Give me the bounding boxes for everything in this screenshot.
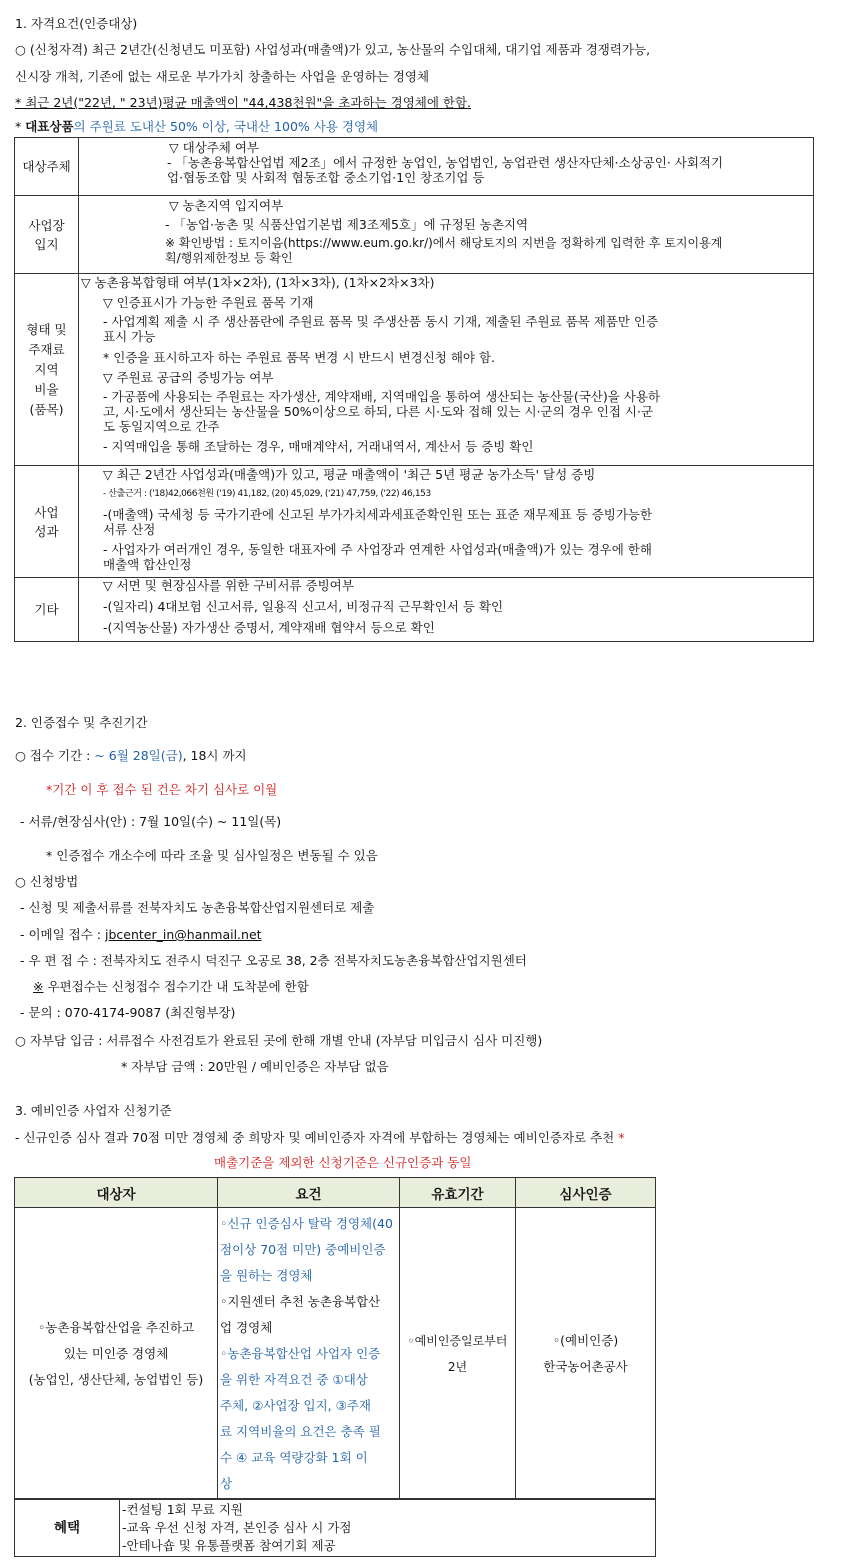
- criteria-label: 기타: [15, 578, 79, 642]
- main-product-star: *: [15, 119, 26, 134]
- mail-note: [33, 977, 309, 995]
- criteria-content: [79, 274, 814, 466]
- criteria-line: 표시 가능: [103, 329, 156, 344]
- section1-title: 1. 자격요건(인증대상): [15, 16, 138, 31]
- late-submission-note: *기간 이 후 접수 된 건은 차기 심사로 이월: [46, 782, 278, 797]
- benefit-row: [15, 1499, 656, 1557]
- preliminary-description: - 신규인증 심사 결과 70점 미만 경영체 중 희망자 및 예비인증자 자격에 부합하는 경영체는 예비인증자로 추천: [15, 1130, 615, 1145]
- certification-line: 한국농어촌공사: [543, 1358, 628, 1374]
- table-header-row: [15, 1178, 656, 1208]
- main-product-note: [15, 117, 378, 135]
- requirement-line: 상: [220, 1475, 233, 1491]
- sales-calculation-line: - 산출근거 : ('18)42,066천원 ('19) 41,182, (20) 45,029, ('21) 47,759, ('22) 46,153: [103, 489, 431, 499]
- preliminary-cert-table: [14, 1177, 656, 1500]
- section3-title: 3. 예비인증 사업자 신청기준: [15, 1103, 172, 1118]
- header-target: 대상자: [15, 1178, 218, 1208]
- inquiry-contact: - 문의 : 070-4174-9087 (최진형부장): [20, 1005, 236, 1020]
- requirement-line: ◦신규 인증심사 탈락 경영체(40: [220, 1215, 393, 1231]
- requirement-line: ◦지원센터 추천 농촌융복합산: [220, 1293, 381, 1309]
- criteria-line: - 사업계획 제출 시 주 생산품란에 주원료 품목 및 주생산품 동시 기재, 제출된 주원료 품목 제품만 인증: [103, 314, 659, 329]
- criteria-line: ※ 확인방법 : 토지이음(https://www.eum.go.kr/)에서 해당토지의 지번을 정확하게 입력한 후 토지이용계: [165, 236, 723, 250]
- benefit-line: -안테나숍 및 유통플랫폼 참여기회 제공: [122, 1537, 336, 1553]
- criteria-label: 대상주체: [15, 138, 79, 196]
- email-link[interactable]: jbcenter_in@hanmail.net: [105, 927, 262, 942]
- email-submission: [20, 925, 262, 943]
- target-cell: [15, 1208, 218, 1500]
- validity-line: 2년: [447, 1359, 468, 1374]
- review-schedule: - 서류/현장심사(안) : 7월 10일(수) ~ 11일(목): [20, 814, 282, 829]
- criteria-line: ▽ 대상주체 여부: [169, 140, 260, 155]
- criteria-line: - 「농업·농촌 및 식품산업기본법 제3조제5호」에 규정된 농촌지역: [165, 217, 529, 232]
- criteria-line: ▽ 최근 2년간 사업성과(매출액)가 있고, 평균 매출액이 '최근 5년 평균 농가소득' 달성 증빙: [103, 467, 596, 482]
- criteria-line: * 인증을 표시하고자 하는 주원료 품목 변경 시 반드시 변경신청 해야 함.: [103, 350, 496, 365]
- criteria-line: 도 동일지역으로 간주: [103, 419, 220, 434]
- benefit-table: [14, 1498, 656, 1557]
- target-line: ◦농촌융복합산업을 추진하고: [37, 1319, 195, 1335]
- target-line: 있는 미인증 경영체: [63, 1345, 169, 1361]
- table-row: [15, 1208, 656, 1500]
- section1-intro-line2: 신시장 개척, 기존에 없는 새로운 부가가치 창출하는 사업을 운영하는 경영체: [15, 69, 430, 84]
- requirement-line: 업 경영체: [220, 1319, 273, 1335]
- certification-line: ◦(예비인증): [552, 1332, 619, 1348]
- criteria-table: [14, 137, 814, 642]
- benefit-line: -교육 우선 신청 자격, 본인증 심사 시 가점: [122, 1519, 352, 1535]
- criteria-line: 고, 시·도에서 생산되는 농산물을 50%이상으로 하되, 다른 시·도와 접해 있는 시·군의 경우 인접 시·군: [103, 404, 654, 419]
- mail-note-text: 우편접수는 신청접수 접수기간 내 도착분에 한함: [43, 979, 309, 994]
- criteria-line: 서류 산정: [103, 522, 156, 537]
- criteria-content: [79, 466, 814, 578]
- period-label: ○ 접수 기간 :: [15, 748, 95, 763]
- benefit-label: 혜택: [15, 1499, 120, 1557]
- criteria-line: ▽ 주원료 공급의 증빙가능 여부: [103, 370, 274, 385]
- benefit-content: [120, 1499, 656, 1557]
- section2-title: 2. 인증접수 및 추진기간: [15, 715, 148, 730]
- criteria-line: 매출액 합산인정: [103, 557, 192, 572]
- requirement-line: 점이상 70점 미만) 중예비인증: [220, 1241, 386, 1257]
- benefit-line: -컨설팅 1회 무료 지원: [122, 1501, 243, 1517]
- criteria-line: ▽ 농촌융복합형태 여부(1차×2차), (1차×3차), (1차×2차×3차): [81, 275, 435, 290]
- requirement-line: ◦농촌융복합산업 사업자 인증: [220, 1345, 381, 1361]
- criteria-line: - 가공품에 사용되는 주원료는 자가생산, 계약재배, 지역매입을 통하여 생산되는 농산물(국산)을 사용하: [103, 389, 661, 404]
- period-date: ~ 6월 28일(금): [94, 748, 183, 763]
- validity-line: ◦예비인증일로부터: [407, 1333, 508, 1348]
- criteria-content: [79, 578, 814, 642]
- criteria-line: - 사업자가 여러개인 경우, 동일한 대표자에 주 사업장과 연계한 사업성과(매출액)가 있는 경우에 한해: [103, 542, 652, 557]
- certification-cell: [516, 1208, 656, 1500]
- criteria-label: 사업장 입지: [15, 196, 79, 274]
- sales-criteria-exception-note: 매출기준을 제외한 신청기준은 신규인증과 동일: [214, 1155, 472, 1170]
- criteria-line: -(매출액) 국세청 등 국가기관에 신고된 부가가치세과세표준확인원 또는 표준 재무제표 등 증빙가능한: [103, 507, 653, 522]
- self-pay-amount: * 자부담 금액 : 20만원 / 예비인증은 자부담 없음: [121, 1059, 389, 1074]
- criteria-line: ▽ 인증표시가 가능한 주원료 품목 기재: [103, 295, 314, 310]
- requirement-line: 료 지역비율의 요건은 충족 필: [220, 1423, 381, 1439]
- requirement-line: 주체, ②사업장 입지, ③주재: [220, 1397, 371, 1413]
- period-time: , 18시 까지: [182, 748, 247, 763]
- criteria-line: -(일자리) 4대보험 신고서류, 일용직 신고서, 비정규직 근무확인서 등 확인: [103, 599, 504, 614]
- main-product-rule: 의 주원료 도내산 50% 이상, 국내산 100% 사용 경영체: [73, 119, 379, 134]
- application-period: [15, 746, 247, 764]
- sales-threshold-note: * 최근 2년("22년, " 23년)평균 매출액이 "44,438천원"을 초과하는 경영체에 한함.: [15, 95, 472, 110]
- review-schedule-note: * 인증접수 개소수에 따라 조율 및 심사일정은 변동될 수 있음: [46, 848, 378, 863]
- mail-submission: - 우 편 접 수 : 전북자치도 전주시 덕진구 오공로 38, 2층 전북자치도농촌융복합산업지원센터: [20, 953, 527, 968]
- target-line: (농업인, 생산단체, 농업법인 등): [28, 1371, 204, 1387]
- header-validity: 유효기간: [400, 1178, 516, 1208]
- criteria-row-performance: [15, 466, 814, 578]
- criteria-line: ▽ 농촌지역 입지여부: [169, 198, 284, 213]
- criteria-row-subject: [15, 138, 814, 196]
- note-asterisk: *: [614, 1130, 625, 1145]
- criteria-content: [79, 138, 814, 196]
- criteria-row-location: [15, 196, 814, 274]
- submission-method: - 신청 및 제출서류를 전북자치도 농촌융복합산업지원센터로 제출: [20, 900, 375, 915]
- criteria-line: ▽ 서면 및 현장심사를 위한 구비서류 증빙여부: [103, 578, 354, 593]
- criteria-content: [79, 196, 814, 274]
- section3-description: [15, 1128, 624, 1146]
- criteria-label: 형태 및 주재료 지역 비율 (품목): [15, 274, 79, 466]
- self-pay-deposit: ○ 자부담 입금 : 서류접수 사전검토가 완료된 곳에 한해 개별 안내 (자부담 미입금시 심사 미진행): [15, 1033, 543, 1048]
- criteria-label: 사업 성과: [15, 466, 79, 578]
- requirement-line: 을 위한 자격요건 중 ①대상: [220, 1371, 368, 1387]
- criteria-row-form: [15, 274, 814, 466]
- criteria-line: - 지역매입을 통해 조달하는 경우, 매매계약서, 거래내역서, 계산서 등 증빙 확인: [103, 439, 534, 454]
- method-title: ○ 신청방법: [15, 874, 79, 889]
- reference-mark: ※: [33, 979, 44, 994]
- email-label: - 이메일 접수 :: [20, 927, 105, 942]
- criteria-row-other: [15, 578, 814, 642]
- header-requirement: 요건: [218, 1178, 400, 1208]
- criteria-line: - 「농촌융복합산업법 제2조」에서 규정한 농업인, 농업법인, 농업관련 생산자단체·소상공인· 사회적기: [167, 155, 724, 170]
- criteria-line: 업·협동조합 및 사회적 협동조합 중소기업·1인 창조기업 등: [167, 170, 485, 185]
- requirement-line: 수 ④ 교육 역량강화 1회 이: [220, 1449, 368, 1465]
- criteria-line: 획/행위제한정보 등 확인: [165, 251, 293, 265]
- validity-cell: [400, 1208, 516, 1500]
- section1-intro-line1: ○ (신청자격) 최근 2년간(신청년도 미포함) 사업성과(매출액)가 있고, 농산물의 수입대체, 대기업 제품과 경쟁력가능,: [15, 42, 651, 57]
- requirement-line: 을 원하는 경영체: [220, 1267, 313, 1283]
- header-certification: 심사인증: [516, 1178, 656, 1208]
- requirement-cell: [218, 1208, 400, 1500]
- criteria-line: -(지역농산물) 자가생산 증명서, 계약재배 협약서 등으로 확인: [103, 620, 435, 635]
- main-product-label: 대표상품: [25, 119, 74, 134]
